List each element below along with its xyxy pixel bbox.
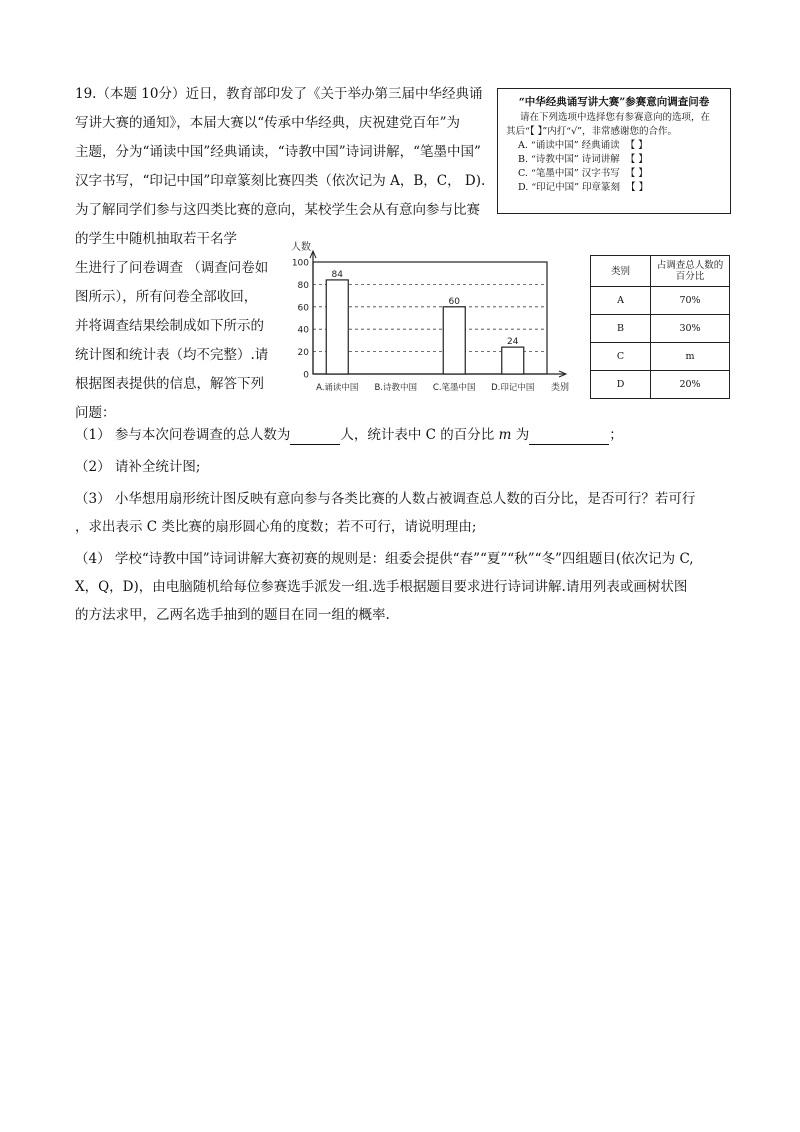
data-label: 60 (448, 296, 460, 307)
stat-table (590, 255, 730, 399)
stat-cell: 70% (651, 287, 730, 315)
stat-cell: 30% (651, 315, 730, 343)
stat-cell: C (591, 343, 651, 371)
answer-blank[interactable] (529, 428, 609, 445)
question-2: （2） 请补全统计图; (75, 459, 201, 475)
question-3-cont: ，求出表示 C 类比赛的扇形圆心角的度数；若不可行，请说明理由; (75, 519, 477, 535)
stat-table-header: 占调查总人数的百分比 (651, 256, 730, 287)
question-4-cont: X，Q，D)，由电脑随机给每位参赛选手派发一组.选手根据题目要求进行诗词讲解.请用列表或画树状图 (75, 579, 688, 595)
survey-option: A. “诵读中国” 经典诵读 【 】 (518, 140, 648, 151)
intro-line: 图所示），所有问卷全部收回， (75, 289, 258, 305)
data-label: 84 (331, 269, 343, 280)
intro-line: 根据图表提供的信息，解答下列 (75, 376, 264, 392)
x-tick-label: D.印记中国 (491, 383, 535, 393)
x-tick-label: A.诵读中国 (316, 383, 359, 393)
bar (443, 307, 465, 374)
intro-line: 写讲大赛的通知》，本届大赛以“传承中华经典，庆祝建党百年”为 (75, 115, 461, 131)
y-tick-label: 60 (297, 303, 309, 314)
bar (502, 347, 524, 374)
stat-cell: A (591, 287, 651, 315)
question-4-cont: 的方法求甲，乙两名选手抽到的题目在同一组的概率. (75, 607, 390, 623)
survey-questionnaire (497, 88, 731, 214)
question-4: （4） 学校“诗教中国”诗词讲解大赛初赛的规则是：组委会提供“春”“夏”“秋”“冬”四组题目(依次记为 C, (75, 551, 694, 567)
intro-line: 统计图和统计表（均不完整）.请 (75, 347, 269, 363)
stat-cell: 20% (651, 371, 730, 399)
bar (326, 280, 348, 374)
intro-line: 问题： (75, 405, 116, 421)
bar-chart (285, 236, 585, 406)
intro-line: 的学生中随机抽取若干名学 (75, 231, 237, 247)
intro-line: 汉字书写，“印记中国”印章篆刻比赛四类（依次记为 A，B，C， D). (75, 173, 486, 189)
y-tick-label: 40 (297, 325, 309, 336)
question-1: （1） 参与本次问卷调查的总人数为 人，统计表中 C 的百分比 m 为 ； (75, 427, 623, 443)
intro-line: 生进行了问卷调查 （调查问卷如 (75, 260, 269, 276)
intro-line: 19.（本题 10分）近日，教育部印发了《关于举办第三届中华经典诵 (75, 86, 483, 102)
intro-line: 为了解同学们参与这四类比赛的意向，某校学生会从有意向参与比赛 (75, 202, 480, 218)
intro-line: 并将调查结果绘制成如下所示的 (75, 318, 264, 334)
stat-cell: B (591, 315, 651, 343)
stat-table-header: 类别 (591, 256, 651, 287)
y-tick-label: 80 (297, 280, 309, 291)
stat-cell: D (591, 371, 651, 399)
answer-blank[interactable] (290, 428, 340, 445)
survey-instruction: 其后“【 】”内打“√”，非常感谢您的合作。 (506, 126, 678, 137)
survey-instruction: 请在下列选项中选择您有参赛意向的选项，在 (520, 112, 711, 123)
question-3: （3） 小华想用扇形统计图反映有意向参与各类比赛的人数占被调查总人数的百分比，是否可行？若可行 (75, 491, 696, 507)
x-axis-label: 类别 (551, 383, 570, 393)
y-axis-label: 人数 (291, 242, 311, 253)
survey-option: D. “印记中国” 印章篆刻 【 】 (518, 182, 649, 193)
data-label: 24 (507, 337, 519, 348)
intro-line: 主题，分为“诵读中国”经典诵读，“诗教中国”诗词讲解，“笔墨中国” (75, 144, 481, 160)
survey-option: B. “诗教中国” 诗词讲解 【 】 (518, 154, 648, 165)
stat-cell: m (651, 343, 730, 371)
x-tick-label: C.笔墨中国 (432, 383, 476, 393)
y-tick-label: 20 (297, 348, 309, 359)
x-tick-label: B.诗教中国 (374, 383, 418, 393)
y-tick-label: 0 (303, 370, 309, 381)
y-tick-label: 100 (291, 258, 309, 269)
survey-title: “中华经典诵写讲大赛”参赛意向调查问卷 (518, 96, 710, 108)
survey-option: C. “笔墨中国” 汉字书写 【 】 (518, 168, 648, 179)
